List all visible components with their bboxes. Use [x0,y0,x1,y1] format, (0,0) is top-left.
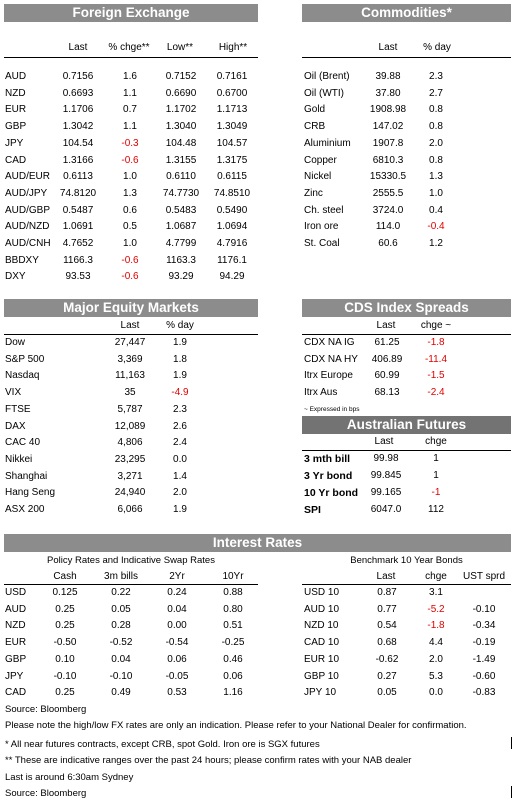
cds-name: Itrx Europe [304,370,353,382]
commodity-last: 1907.8 [372,137,404,149]
fx-row-low: 1.3155 [165,154,197,166]
fx-row-name: AUD/JPY [5,187,48,199]
commodity-change: -0.4 [427,221,445,233]
equity-header: Major Equity Markets [4,299,258,317]
bond-last: -0.62 [375,653,399,665]
fx-row-high: 1.0694 [216,221,248,233]
commodity-name: Gold [304,104,326,116]
bond-ust-spread: -1.49 [472,653,496,665]
fx-row-name: JPY [5,137,24,149]
bond-change: -5.2 [427,603,445,615]
fx-row-high: 1.3049 [216,121,248,133]
fx-row-last: 1.1706 [62,104,94,116]
futures-last: 99.98 [373,453,399,464]
bond-name: JPY 10 [304,687,337,699]
commodity-last: 60.6 [378,238,398,249]
fx-row-name: DXY [5,271,26,283]
equity-name: FTSE [5,403,31,415]
fx-row-last: 1.3166 [62,154,94,166]
bond-change: 5.3 [429,670,443,682]
commodity-change: 2.7 [429,87,443,99]
commodity-change: 1.3 [429,171,443,183]
fx-row-last: 0.5487 [62,204,94,216]
policy-col-header: 3m bills [104,571,138,582]
fx-row-name: AUD/CNH [5,238,51,249]
policy-rate-value: 0.49 [111,687,131,699]
fx-row-low: 1163.3 [166,254,196,266]
equity-last: 35 [124,387,136,399]
bond-change: -1.8 [427,620,445,632]
fx-col-header: Low** [166,42,194,53]
fx-row-high: 1176.1 [217,254,247,266]
fx-row-name: GBP [5,121,27,133]
cds-last: 68.13 [374,387,400,399]
equity-name: Hang Seng [5,487,56,499]
commodity-change: 0.4 [429,204,443,216]
fx-row-change: -0.6 [121,254,139,266]
fx-row-name: NZD [5,87,26,99]
commodity-last: 15330.5 [369,171,407,183]
fx-row-name: AUD [5,71,27,82]
fx-row-name: EUR [5,104,27,116]
commodity-change: 0.8 [429,121,443,133]
fx-row-name: BBDXY [5,254,39,266]
equity-change: 1.4 [173,470,187,482]
bond-last: 0.05 [377,687,397,699]
equity-name: Nikkei [5,453,33,465]
footer-note: Last is around 6:30am Sydney [5,772,134,783]
cds-change: -1.5 [427,370,445,382]
cds-col-header: Last [376,320,396,331]
cds-name: CDX NA IG [304,337,355,348]
fx-row-last: 0.6693 [62,87,94,99]
commodities-header: Commodities* [302,4,511,22]
equity-change: 1.9 [173,337,187,348]
cds-name: Itrx Aus [304,387,338,399]
policy-rate-value: 0.25 [55,603,75,615]
fx-row-last: 1.3042 [62,121,94,133]
policy-rate-name: CAD [5,687,27,699]
policy-rate-value: -0.54 [165,637,189,649]
policy-col-header: 2Yr [169,571,185,582]
fx-header-rule [4,57,258,58]
fx-row-last: 1.0691 [62,221,94,233]
commodity-name: Oil (WTI) [304,87,344,99]
commodity-change: 1.0 [429,187,443,199]
commodity-name: Oil (Brent) [304,71,350,82]
policy-rate-value: -0.52 [109,637,133,649]
fx-row-low: 93.29 [168,271,194,283]
commodity-change: 2.0 [429,137,443,149]
text-cursor [511,737,512,749]
policy-rate-value: 0.06 [167,653,187,665]
equity-last: 11,163 [115,370,145,382]
cds-name: CDX NA HY [304,353,358,365]
commodity-last: 39.88 [375,71,401,82]
policy-rate-value: -0.10 [53,670,77,682]
commodities-col-header: Last [378,42,398,53]
fx-row-last: 4.7652 [62,238,94,249]
fx-row-change: 1.0 [123,171,137,183]
cds-last: 60.99 [374,370,400,382]
commodity-last: 37.80 [375,87,401,99]
futures-change: -1 [431,487,441,498]
fx-row-last: 1166.3 [63,254,93,266]
policy-rate-value: 0.28 [111,620,131,632]
equity-col-header: % day [166,320,194,331]
fx-row-change: 1.3 [123,187,137,199]
fx-col-header: High** [218,42,248,53]
policy-rate-value: 0.06 [223,670,243,682]
equity-name: Shanghai [5,470,48,482]
fx-row-high: 104.57 [216,137,248,149]
fx-row-high: 4.7916 [216,238,248,249]
policy-rate-value: -0.25 [221,637,245,649]
bond-name: GBP 10 [304,670,339,682]
commodity-name: CRB [304,121,326,133]
fx-row-name: CAD [5,154,27,166]
policy-rate-value: 0.88 [223,587,243,598]
commodity-last: 2555.5 [372,187,404,199]
commodity-name: Zinc [304,187,323,199]
equity-name: ASX 200 [5,504,45,515]
equity-last: 5,787 [117,403,143,415]
bond-name: AUD 10 [304,603,340,615]
commodity-change: 1.2 [429,238,443,249]
policy-rate-value: -0.05 [165,670,189,682]
fx-row-last: 93.53 [65,271,91,283]
cds-note: ~ Expressed in bps [304,406,360,413]
fx-row-last: 104.54 [62,137,94,149]
policy-rate-value: 0.24 [167,587,187,598]
fx-row-low: 104.48 [165,137,197,149]
policy-rate-value: 0.25 [55,620,75,632]
commodity-last: 1908.98 [369,104,407,116]
fx-row-low: 1.3040 [165,121,197,133]
policy-rate-name: EUR [5,637,27,649]
equity-last: 6,066 [117,504,143,515]
policy-rate-value: 0.05 [111,603,131,615]
commodity-name: Iron ore [304,221,339,233]
bond-change: 4.4 [429,637,443,649]
policy-rate-value: 0.53 [167,687,187,699]
fx-row-high: 0.7161 [216,71,248,82]
equity-name: Dow [5,337,26,348]
equity-name: Nasdaq [5,370,40,382]
policy-rate-value: 0.04 [111,653,131,665]
policy-rate-value: -0.10 [109,670,133,682]
fx-row-last: 74.8120 [59,187,97,199]
equity-change: 2.6 [173,420,187,432]
futures-name: 3 mth bill [304,453,351,465]
equity-change: 2.4 [173,437,187,449]
commodity-change: 0.8 [429,154,443,166]
footer-note: * All near futures contracts, except CRB, spot Gold. Iron ore is SGX futures [5,739,320,750]
bond-name: NZD 10 [304,620,339,632]
fx-row-change: 1.1 [123,121,137,133]
fx-row-change: 0.7 [123,104,137,116]
commodities-col-header: % day [423,42,451,53]
fx-row-high: 1.3175 [216,154,248,166]
cds-header: CDS Index Spreads [302,299,511,317]
bond-change: 0.0 [429,687,443,699]
policy-rate-value: 0.10 [55,653,75,665]
commodity-last: 147.02 [372,121,404,133]
policy-rate-value: 0.80 [223,603,243,615]
fx-row-low: 4.7799 [165,238,197,249]
fx-row-high: 94.29 [219,271,245,283]
text-cursor [511,786,512,798]
bond-last: 0.54 [377,620,397,632]
fx-row-low: 1.0687 [165,221,197,233]
cds-last: 61.25 [374,337,400,348]
fx-row-low: 0.5483 [165,204,197,216]
fx-row-high: 1.1713 [216,104,248,116]
bond-change: 3.1 [429,587,443,598]
interest-rates-header: Interest Rates [4,534,511,552]
policy-rate-name: NZD [5,620,26,632]
futures-change: 1 [433,470,439,481]
policy-rate-value: 0.25 [55,687,75,699]
fx-row-name: AUD/EUR [5,171,51,183]
policy-rate-value: 0.04 [167,603,187,615]
commodities-header-rule [302,57,511,58]
footer-note: ** These are indicative ranges over the past 24 hours; please confirm rates with your NAB dealer [5,755,412,766]
futures-header: Australian Futures [302,416,511,434]
equity-last: 12,089 [114,420,146,432]
equity-last: 23,295 [114,453,146,465]
futures-last: 99.165 [370,487,402,498]
bonds-col-header: chge [425,571,447,582]
fx-row-low: 74.7730 [162,187,200,199]
bond-last: 0.87 [377,587,397,598]
commodity-name: St. Coal [304,238,340,249]
fx-row-high: 0.5490 [216,204,248,216]
policy-rate-value: 1.16 [223,687,243,699]
policy-rate-name: JPY [5,670,24,682]
equity-change: 2.0 [173,487,187,499]
bond-ust-spread: -0.19 [472,637,496,649]
fx-row-low: 0.6690 [165,87,197,99]
bond-name: USD 10 [304,587,340,598]
cds-last: 406.89 [371,353,403,365]
equity-name: VIX [5,387,22,399]
policy-rate-value: 0.51 [223,620,243,632]
commodity-last: 6810.3 [372,154,404,166]
equity-change: 2.3 [173,403,187,415]
bonds-col-header: Last [376,571,396,582]
futures-change: 1 [433,453,439,464]
fx-row-change: 1.0 [123,238,137,249]
fx-row-last: 0.7156 [62,71,94,82]
fx-col-header: % chge** [108,42,150,53]
equity-change: -4.9 [171,387,189,399]
commodity-name: Aluminium [304,137,351,149]
futures-name: 3 Yr bond [304,470,353,482]
bonds-title: Benchmark 10 Year Bonds [350,555,463,566]
bond-name: EUR 10 [304,653,340,665]
equity-last: 3,271 [117,470,143,482]
cds-change: -1.8 [427,337,445,348]
equity-last: 27,447 [114,337,146,348]
commodity-name: Copper [304,154,337,166]
equity-col-header: Last [120,320,140,331]
futures-change: 112 [428,504,444,515]
bond-ust-spread: -0.83 [472,687,496,699]
policy-rate-value: 0.46 [223,653,243,665]
commodity-change: 2.3 [429,71,443,82]
equity-change: 1.9 [173,370,187,382]
fx-row-change: 0.5 [123,221,137,233]
fx-row-name: AUD/GBP [5,204,51,216]
policy-rate-name: GBP [5,653,27,665]
bond-last: 0.77 [377,603,397,615]
futures-name: 10 Yr bond [304,487,359,499]
fx-row-change: -0.3 [121,137,139,149]
policy-col-header: 10Yr [222,571,244,582]
equity-last: 4,806 [117,437,143,449]
equity-last: 24,940 [114,487,146,499]
commodity-name: Ch. steel [304,204,344,216]
policy-rate-value: -0.50 [53,637,77,649]
fx-row-high: 0.6700 [216,87,248,99]
bond-last: 0.68 [377,637,397,649]
fx-row-change: 0.6 [123,204,137,216]
cds-col-header: chge ~ [420,320,452,331]
fx-header: Foreign Exchange [4,4,258,22]
footer-note: Source: Bloomberg [5,704,87,715]
cds-change: -11.4 [424,353,448,365]
fx-row-change: -0.6 [121,154,139,166]
bonds-header-rule [302,584,511,585]
futures-last: 6047.0 [370,504,402,515]
futures-col-header: Last [374,436,394,447]
fx-row-last: 0.6113 [63,171,93,183]
equity-name: DAX [5,420,26,432]
footer-note: Source: Bloomberg [5,788,87,799]
policy-rate-value: 0.125 [52,587,78,598]
equity-last: 3,369 [117,353,143,365]
cds-change: -2.4 [427,387,445,399]
fx-row-change: 1.6 [123,71,137,82]
policy-col-header: Cash [53,571,77,582]
futures-last: 99.845 [370,470,402,481]
policy-header-rule [4,584,258,585]
commodity-last: 3724.0 [372,204,404,216]
bond-ust-spread: -0.10 [472,603,496,615]
futures-name: SPI [304,504,321,516]
fx-row-change: 1.1 [123,87,137,99]
commodity-name: Nickel [304,171,332,183]
equity-name: S&P 500 [5,353,45,365]
fx-row-low: 1.1702 [165,104,197,116]
bond-name: CAD 10 [304,637,340,649]
fx-row-high: 0.6115 [217,171,247,183]
fx-col-header: Last [68,42,88,53]
policy-rate-value: 0.00 [167,620,187,632]
commodity-last: 114.0 [375,221,401,233]
futures-header-rule [302,450,511,451]
fx-row-change: -0.6 [121,271,139,283]
footer-note: Please note the high/low FX rates are only an indication. Please refer to your National Dealer for confirmation. [5,720,467,731]
policy-rate-value: 0.22 [111,587,131,598]
equity-change: 1.8 [173,353,187,365]
equity-name: CAC 40 [5,437,41,449]
bond-ust-spread: -0.60 [472,670,496,682]
fx-row-low: 0.7152 [165,71,197,82]
equity-header-rule [4,334,258,335]
bond-ust-spread: -0.34 [472,620,496,632]
futures-col-header: chge [425,436,447,447]
equity-change: 0.0 [173,453,187,465]
policy-rate-name: AUD [5,603,27,615]
commodity-change: 0.8 [429,104,443,116]
equity-change: 1.9 [173,504,187,515]
fx-row-name: AUD/NZD [5,221,50,233]
fx-row-high: 74.8510 [213,187,251,199]
bond-last: 0.27 [377,670,397,682]
bond-change: 2.0 [429,653,443,665]
bonds-col-header: UST sprd [462,571,506,582]
cds-header-rule [302,334,511,335]
fx-row-low: 0.6110 [166,171,196,183]
policy-rates-title: Policy Rates and Indicative Swap Rates [47,555,215,566]
policy-rate-name: USD [5,587,27,598]
